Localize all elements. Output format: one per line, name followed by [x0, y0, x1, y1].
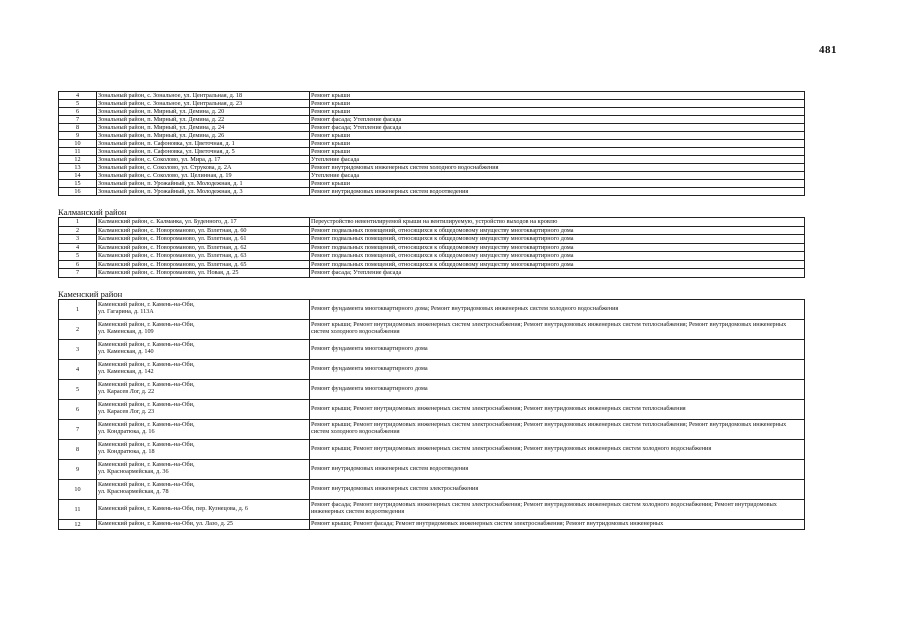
- row-address: [97, 319, 310, 339]
- table-kalmansky: [58, 217, 805, 278]
- row-address: Зональный район, п. Сафоновка, ул. Цветочная, д. 1: [97, 140, 310, 148]
- table-row: [59, 132, 805, 140]
- row-number: 8: [59, 124, 97, 132]
- row-work: Ремонт крыши; Ремонт внутридомовых инженерных систем электроснабжения; Ремонт внутридомовых инженерных систем теплоснабжения; Ремонт внутридомовых инженерных систем холодного водоснабжения: [310, 419, 805, 439]
- row-number: 9: [59, 132, 97, 140]
- row-number: 16: [59, 188, 97, 196]
- address-line-2: ул. Гагарина, д. 113А: [98, 308, 154, 315]
- row-work: Ремонт фундамента многоквартирного дома: [310, 359, 805, 379]
- row-number: 8: [59, 439, 97, 459]
- table-row: [59, 269, 805, 278]
- row-address: Зональный район, с. Соколово, ул. Струкова, д. 2А: [97, 164, 310, 172]
- row-address: [97, 439, 310, 459]
- table-zonalny: [58, 91, 805, 196]
- row-number: 11: [59, 499, 97, 519]
- row-address: Зональный район, п. Мирный, ул. Демина, д. 24: [97, 124, 310, 132]
- row-work: Ремонт крыши; Ремонт внутридомовых инженерных систем электроснабжения; Ремонт внутридомовых инженерных систем холодного водоснабжения: [310, 439, 805, 459]
- row-number: 7: [59, 419, 97, 439]
- row-work: Утепление фасада: [310, 156, 805, 164]
- row-address: Каменский район, г. Камень-на-Оби, пер. Кузнецова, д. 6: [97, 499, 310, 519]
- row-work: Переустройство невентилируемой крыши на вентилируемую, устройство выходов на кровлю: [310, 218, 805, 227]
- page-number: 481: [819, 44, 837, 56]
- row-number: 11: [59, 148, 97, 156]
- table-row: [59, 499, 805, 519]
- row-number: 6: [59, 108, 97, 116]
- address-line-1: Каменский район, г. Камень-на-Оби,: [98, 401, 195, 409]
- row-address: Каменский район, г. Камень-на-Оби, ул. Лазо, д. 25: [97, 519, 310, 529]
- row-number: 10: [59, 479, 97, 499]
- row-number: 4: [59, 92, 97, 100]
- row-number: 4: [59, 359, 97, 379]
- row-address: [97, 339, 310, 359]
- row-address: Зональный район, с. Соколово, ул. Целинная, д. 19: [97, 172, 310, 180]
- address-line-2: ул. Карасев Лог, д. 22: [98, 388, 155, 395]
- address-line-2: ул. Красноармейская, д. 36: [98, 468, 169, 475]
- row-number: 5: [59, 100, 97, 108]
- row-address: Зональный район, с. Соколово, ул. Мира, д. 17: [97, 156, 310, 164]
- table-row: [59, 164, 805, 172]
- row-address: [97, 479, 310, 499]
- row-address: Калманский район, с. Новороманово, ул. Новая, д. 25: [97, 269, 310, 278]
- table-kamensky: [58, 299, 805, 530]
- row-work: Ремонт подвальных помещений, относящихся к общедомовому имуществу многоквартирного дома: [310, 260, 805, 269]
- row-number: 1: [59, 218, 97, 227]
- row-number: 1: [59, 299, 97, 319]
- row-work: Ремонт крыши; Ремонт внутридомовых инженерных систем электроснабжения; Ремонт внутридомовых инженерных систем теплоснабжения; Ремонт внутридомовых инженерных систем холодного водоснабжения: [310, 319, 805, 339]
- row-address: Калманский район, с. Новороманово, ул. Взлетная, д. 60: [97, 226, 310, 235]
- row-work: Ремонт крыши: [310, 92, 805, 100]
- row-work: Ремонт фасада; Утепление фасада: [310, 269, 805, 278]
- table-row: [59, 319, 805, 339]
- row-work: Ремонт внутридомовых инженерных систем водоотведения: [310, 459, 805, 479]
- table-row: [59, 439, 805, 459]
- row-number: 6: [59, 399, 97, 419]
- row-address: [97, 379, 310, 399]
- row-work: Ремонт внутридомовых инженерных систем холодного водоснабжения: [310, 164, 805, 172]
- section-title-kamensky: Каменский район: [58, 288, 123, 299]
- table-row: [59, 140, 805, 148]
- table-row: [59, 116, 805, 124]
- address-line-1: Каменский район, г. Камень-на-Оби,: [98, 361, 195, 369]
- row-address: [97, 399, 310, 419]
- row-address: Калманский район, с. Новороманово, ул. Взлетная, д. 65: [97, 260, 310, 269]
- row-work: Утепление фасада: [310, 172, 805, 180]
- address-line-1: Каменский район, г. Камень-на-Оби,: [98, 481, 195, 489]
- table-row: [59, 124, 805, 132]
- row-number: 3: [59, 235, 97, 244]
- table-row: [59, 172, 805, 180]
- table-row: [59, 156, 805, 164]
- table-row: [59, 92, 805, 100]
- address-line-1: Каменский район, г. Камень-на-Оби,: [98, 441, 195, 449]
- table-row: [59, 243, 805, 252]
- address-line-2: ул. Каменская, д. 140: [98, 348, 154, 355]
- address-line-1: Каменский район, г. Камень-на-Оби,: [98, 301, 195, 309]
- table-row: [59, 459, 805, 479]
- row-work: Ремонт фасада; Ремонт внутридомовых инженерных систем электроснабжения; Ремонт внутридомовых инженерных систем холодного водоснабжения; Ремонт внутридомовых инженерных систем водоотведения: [310, 499, 805, 519]
- table-row: [59, 479, 805, 499]
- row-number: 4: [59, 243, 97, 252]
- address-line-1: Каменский район, г. Камень-на-Оби,: [98, 381, 195, 389]
- row-work: Ремонт крыши: [310, 180, 805, 188]
- row-address: Зональный район, п. Урожайный, ул. Молодежная, д. 1: [97, 180, 310, 188]
- row-work: Ремонт подвальных помещений, относящихся к общедомовому имуществу многоквартирного дома: [310, 243, 805, 252]
- row-number: 2: [59, 319, 97, 339]
- row-address: Зональный район, п. Сафоновка, ул. Цветочная, д. 5: [97, 148, 310, 156]
- row-number: 2: [59, 226, 97, 235]
- address-line-2: ул. Кондратюка, д. 16: [98, 428, 155, 435]
- row-address: [97, 419, 310, 439]
- row-work: Ремонт фундамента многоквартирного дома: [310, 339, 805, 359]
- row-work: Ремонт фундамента многоквартирного дома; Ремонт внутридомовых инженерных систем холодного водоснабжения: [310, 299, 805, 319]
- row-address: Зональный район, п. Мирный, ул. Демина, д. 20: [97, 108, 310, 116]
- row-address: Калманский район, с. Новороманово, ул. Взлетная, д. 61: [97, 235, 310, 244]
- row-work: Ремонт подвальных помещений, относящихся к общедомовому имуществу многоквартирного дома: [310, 235, 805, 244]
- table-row: [59, 180, 805, 188]
- address-line-2: ул. Кондратюка, д. 18: [98, 448, 155, 455]
- row-number: 10: [59, 140, 97, 148]
- row-work: Ремонт крыши: [310, 140, 805, 148]
- table-row: [59, 100, 805, 108]
- row-number: 5: [59, 379, 97, 399]
- row-work: Ремонт крыши: [310, 108, 805, 116]
- table-row: [59, 218, 805, 227]
- row-number: 13: [59, 164, 97, 172]
- row-address: Калманский район, с. Калманка, ул. Буденного, д. 17: [97, 218, 310, 227]
- row-number: 9: [59, 459, 97, 479]
- table-row: [59, 339, 805, 359]
- table-row: [59, 419, 805, 439]
- table-row: [59, 252, 805, 261]
- address-line-2: ул. Красноармейская, д. 78: [98, 488, 169, 495]
- row-work: Ремонт крыши: [310, 132, 805, 140]
- address-line-1: Каменский район, г. Камень-на-Оби,: [98, 421, 195, 429]
- row-work: Ремонт крыши: [310, 148, 805, 156]
- address-line-1: Каменский район, г. Камень-на-Оби,: [98, 461, 195, 469]
- address-line-2: ул. Каменская, д. 109: [98, 328, 154, 335]
- row-address: Зональный район, п. Урожайный, ул. Молодежная, д. 3: [97, 188, 310, 196]
- address-line-1: Каменский район, г. Камень-на-Оби,: [98, 321, 195, 329]
- row-work: Ремонт внутридомовых инженерных систем водоотведения: [310, 188, 805, 196]
- row-work: Ремонт крыши; Ремонт внутридомовых инженерных систем электроснабжения; Ремонт внутридомовых инженерных систем теплоснабжения: [310, 399, 805, 419]
- row-number: 12: [59, 519, 97, 529]
- row-work: Ремонт фундамента многоквартирного дома: [310, 379, 805, 399]
- row-number: 3: [59, 339, 97, 359]
- table-row: [59, 226, 805, 235]
- address-line-2: ул. Карасев Лог, д. 23: [98, 408, 155, 415]
- address-line-1: Каменский район, г. Камень-на-Оби,: [98, 341, 195, 349]
- row-address: Калманский район, с. Новороманово, ул. Взлетная, д. 62: [97, 243, 310, 252]
- section-title-kalmansky: Калманский район: [58, 207, 127, 217]
- row-work: Ремонт крыши: [310, 100, 805, 108]
- row-work: Ремонт подвальных помещений, относящихся к общедомовому имуществу многоквартирного дома: [310, 226, 805, 235]
- row-work: Ремонт внутридомовых инженерных систем электроснабжения: [310, 479, 805, 499]
- row-work: Ремонт фасада; Утепление фасада: [310, 124, 805, 132]
- row-address: Калманский район, с. Новороманово, ул. Взлетная, д. 63: [97, 252, 310, 261]
- row-number: 6: [59, 260, 97, 269]
- row-address: [97, 299, 310, 319]
- row-address: Зональный район, с. Зональное, ул. Центральная, д. 23: [97, 100, 310, 108]
- row-number: 5: [59, 252, 97, 261]
- row-work: Ремонт фасада; Утепление фасада: [310, 116, 805, 124]
- row-number: 14: [59, 172, 97, 180]
- row-number: 15: [59, 180, 97, 188]
- table-row: [59, 359, 805, 379]
- row-work: Ремонт подвальных помещений, относящихся к общедомовому имуществу многоквартирного дома: [310, 252, 805, 261]
- table-row: [59, 299, 805, 319]
- row-address: Зональный район, с. Зональное, ул. Центральная, д. 18: [97, 92, 310, 100]
- table-row: [59, 235, 805, 244]
- row-address: [97, 459, 310, 479]
- table-row: [59, 399, 805, 419]
- row-address: Зональный район, п. Мирный, ул. Демина, д. 22: [97, 116, 310, 124]
- table-row: [59, 148, 805, 156]
- table-row: [59, 260, 805, 269]
- row-number: 7: [59, 116, 97, 124]
- table-row: [59, 519, 805, 529]
- row-number: 12: [59, 156, 97, 164]
- table-row: [59, 108, 805, 116]
- row-address: [97, 359, 310, 379]
- row-number: 7: [59, 269, 97, 278]
- table-row: [59, 188, 805, 196]
- table-row: [59, 379, 805, 399]
- row-address: Зональный район, п. Мирный, ул. Демина, д. 26: [97, 132, 310, 140]
- row-work: Ремонт крыши; Ремонт фасада; Ремонт внутридомовых инженерных систем электроснабжения; Ремонт внутридомовых инженерных: [310, 519, 805, 529]
- address-line-2: ул. Каменская, д. 142: [98, 368, 154, 375]
- document-body: [58, 91, 804, 530]
